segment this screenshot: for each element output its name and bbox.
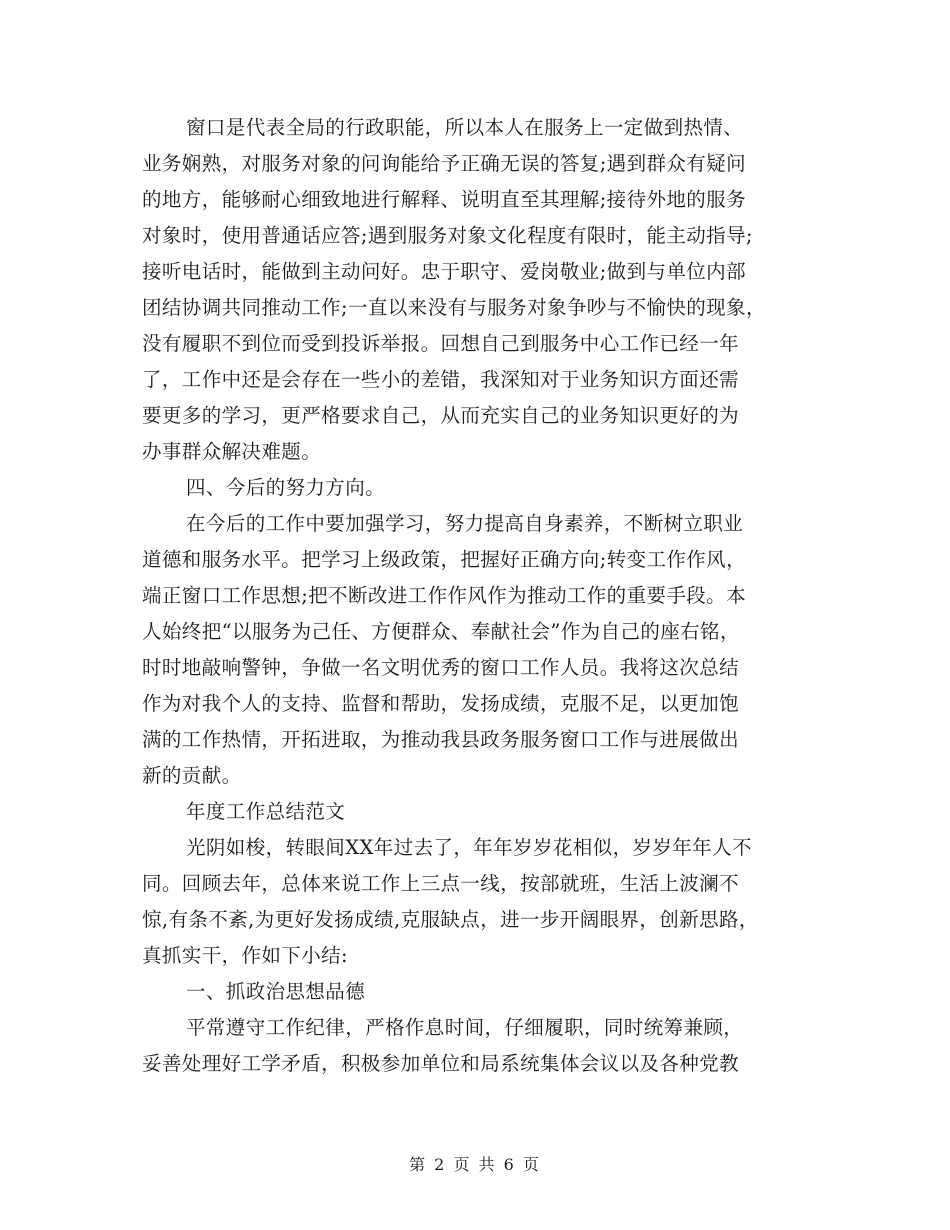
document-body	[142, 110, 817, 1082]
text-line: 团结协调共同推动工作;一直以来没有与服务对象争吵与不愉快的现象，	[142, 296, 766, 319]
text-line: 一、抓政治思想品德	[186, 980, 366, 1003]
text-line: 在今后的工作中要加强学习，努力提高自身素养，不断树立职业	[186, 512, 744, 535]
page-number-footer: 第 2 页 共 6 页	[409, 1155, 541, 1174]
text-line: 作为对我个人的支持、监督和帮助，发扬成绩，克服不足，以更加饱	[142, 692, 740, 715]
text-line: 没有履职不到位而受到投诉举报。回想自己到服务中心工作已经一年	[142, 332, 740, 355]
text-line: 了，工作中还是会存在一些小的差错，我深知对于业务知识方面还需	[142, 368, 740, 391]
text-line: 真抓实干，作如下小结:	[142, 944, 348, 967]
text-line: 平常遵守工作纪律，严格作息时间，仔细履职，同时统筹兼顾，	[186, 1016, 744, 1039]
text-line: 满的工作热情，开拓进取，为推动我县政务服务窗口工作与进展做出	[142, 728, 740, 751]
text-line: 窗口是代表全局的行政职能，所以本人在服务上一定做到热情、	[186, 116, 744, 139]
text-line: 新的贡献。	[142, 764, 242, 787]
text-line: 的地方，能够耐心细致地进行解释、说明直至其理解;接待外地的服务	[142, 188, 746, 211]
text-line: 业务娴熟，对服务对象的问询能给予正确无误的答复;遇到群众有疑问	[142, 152, 746, 175]
text-line: 年度工作总结范文	[186, 800, 346, 823]
text-line: 接听电话时，能做到主动问好。忠于职守、爱岗敬业;做到与单位内部	[142, 260, 746, 283]
text-line: 四、今后的努力方向。	[186, 476, 386, 499]
text-line: 同。回顾去年，总体来说工作上三点一线，按部就班，生活上波澜不	[142, 872, 740, 895]
text-line: 人始终把“以服务为己任、方便群众、奉献社会”作为自己的座右铭，	[142, 620, 740, 643]
text-line: 时时地敲响警钟，争做一名文明优秀的窗口工作人员。我将这次总结	[142, 656, 740, 679]
text-line: 惊,有条不紊,为更好发扬成绩,克服缺点，进一步开阔眼界，创新思路，	[142, 908, 759, 931]
text-line: 要更多的学习，更严格要求自己，从而充实自己的业务知识更好的为	[142, 404, 740, 427]
text-line: 办事群众解决难题。	[142, 440, 322, 463]
text-line: 道德和服务水平。把学习上级政策，把握好正确方向;转变工作作风，	[142, 548, 746, 571]
text-line: 端正窗口工作思想;把不断改进工作作风作为推动工作的重要手段。本	[142, 584, 746, 607]
text-line: 光阴如梭，转眼间XX年过去了，年年岁岁花相似，岁岁年年人不	[186, 836, 752, 859]
text-line: 妥善处理好工学矛盾，积极参加单位和局系统集体会议以及各种党教	[142, 1052, 740, 1075]
text-line: 对象时，使用普通话应答;遇到服务对象文化程度有限时，能主动指导;	[142, 224, 753, 247]
